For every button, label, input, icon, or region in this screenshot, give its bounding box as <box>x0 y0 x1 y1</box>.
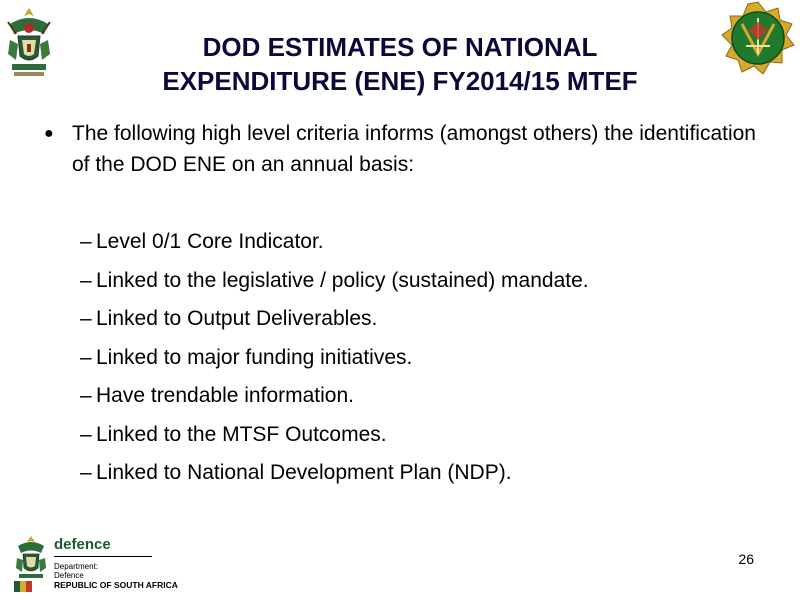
country-name: REPUBLIC OF SOUTH AFRICA <box>54 580 178 590</box>
list-item <box>80 343 589 382</box>
intro-bullet <box>44 118 764 180</box>
slide-title-line-1: DOD ESTIMATES OF NATIONAL <box>202 32 598 62</box>
logo-divider <box>54 556 152 557</box>
department-name: Defence <box>54 571 84 580</box>
criteria-list <box>80 227 589 497</box>
department-label: Department: <box>54 562 99 571</box>
list-item <box>80 227 589 266</box>
slide-title <box>80 30 720 98</box>
bullet-dot-icon: ● <box>44 125 54 142</box>
sandf-emblem-icon <box>718 0 798 78</box>
criteria-text: Linked to major funding initiatives. <box>96 345 413 369</box>
defence-footer-logo <box>14 534 178 594</box>
list-item <box>80 420 589 459</box>
criteria-text: Linked to Output Deliverables. <box>96 307 378 330</box>
dash-marker: – <box>80 307 92 330</box>
slide-title-line-2: EXPENDITURE (ENE) FY2014/15 MTEF <box>162 66 638 96</box>
coat-of-arms-icon <box>4 4 54 80</box>
dash-marker: – <box>80 268 92 292</box>
list-item <box>80 458 589 497</box>
dash-marker: – <box>80 461 92 484</box>
criteria-text: Linked to the legislative / policy (sustained) mandate. <box>96 268 589 292</box>
list-item <box>80 266 589 305</box>
list-item <box>80 304 589 343</box>
criteria-text: Linked to National Development Plan (NDP). <box>96 461 512 484</box>
criteria-text: Linked to the MTSF Outcomes. <box>96 422 387 446</box>
criteria-text: Have trendable information. <box>96 384 354 407</box>
list-item <box>80 381 589 420</box>
dash-marker: – <box>80 422 92 446</box>
dash-marker: – <box>80 345 92 369</box>
intro-text: The following high level criteria informs (amongst others) the identification of the DOD ENE on an annual basis: <box>72 122 756 176</box>
page-number: 26 <box>738 551 754 567</box>
criteria-text: Level 0/1 Core Indicator. <box>96 230 324 253</box>
dash-marker: – <box>80 230 92 253</box>
defence-coat-of-arms-icon <box>14 534 48 592</box>
dash-marker: – <box>80 384 92 407</box>
defence-logo-word: defence <box>54 536 111 553</box>
